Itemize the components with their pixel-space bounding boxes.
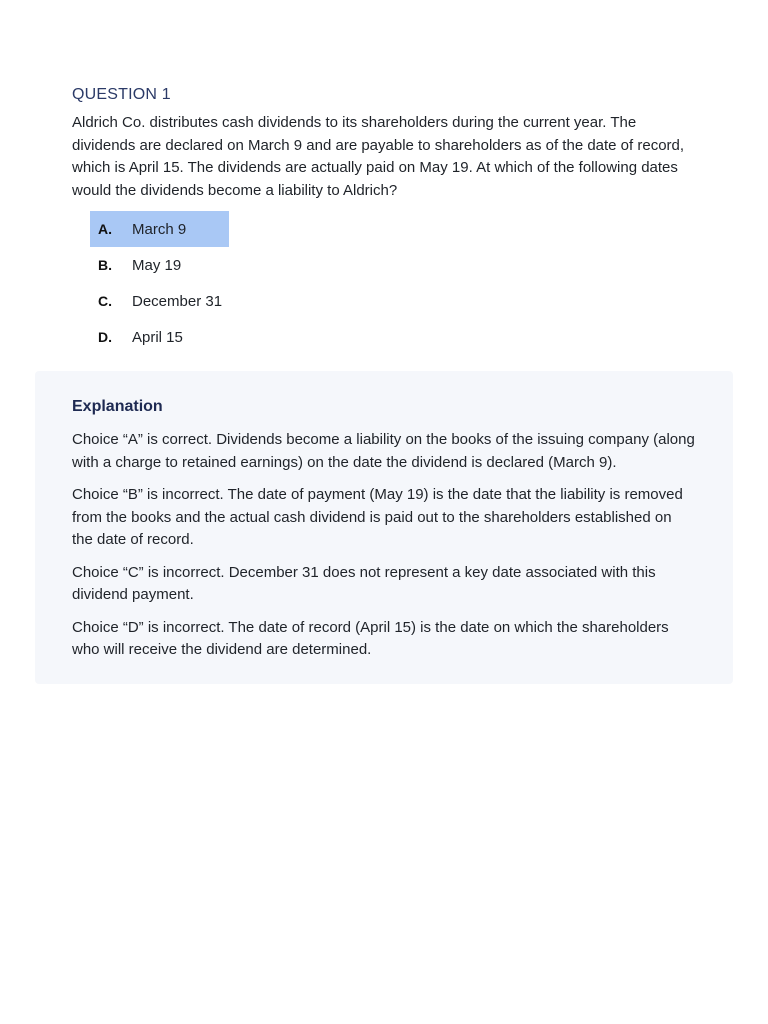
choice-d[interactable] (90, 319, 229, 355)
choice-c[interactable] (90, 283, 229, 319)
explanation-heading: Explanation (72, 398, 163, 415)
choice-letter: D. (98, 329, 112, 345)
explanation-paragraph: Choice “D” is incorrect. The date of record (April 15) is the date on which the shareholders who will receive the dividend are determined. (72, 618, 669, 658)
explanation-paragraph: Choice “C” is incorrect. December 31 does not represent a key date associated with this dividend payment. (72, 563, 656, 603)
answer-choices (90, 211, 692, 355)
question-text: Aldrich Co. distributes cash dividends to its shareholders during the current year. The dividends are declared on March 9 and are payable to shareholders as of the date of record, which is April 15. The dividends are actually paid on May 19. At which of the following dates would the dividends become a liability to Aldrich? (72, 114, 685, 199)
choice-text: May 19 (132, 256, 182, 274)
choice-letter: C. (98, 293, 112, 309)
explanation-paragraph: Choice “B” is incorrect. The date of payment (May 19) is the date that the liability is removed from the books and the actual cash dividend is paid out to the shareholders established on the date of record. (72, 486, 683, 548)
explanation-panel (35, 371, 733, 684)
question-block (72, 84, 692, 355)
choice-text: December 31 (132, 292, 223, 310)
explanation-paragraph: Choice “A” is correct. Dividends become a liability on the books of the issuing company (along with a charge to retained earnings) on the date the dividend is declared (March 9). (72, 431, 695, 471)
choice-text: April 15 (132, 328, 183, 346)
choice-text: March 9 (132, 220, 187, 238)
question-title: QUESTION 1 (72, 86, 171, 103)
choice-b[interactable] (90, 247, 229, 283)
choice-letter: A. (98, 221, 112, 237)
choice-letter: B. (98, 257, 112, 273)
choice-a[interactable] (90, 211, 229, 247)
